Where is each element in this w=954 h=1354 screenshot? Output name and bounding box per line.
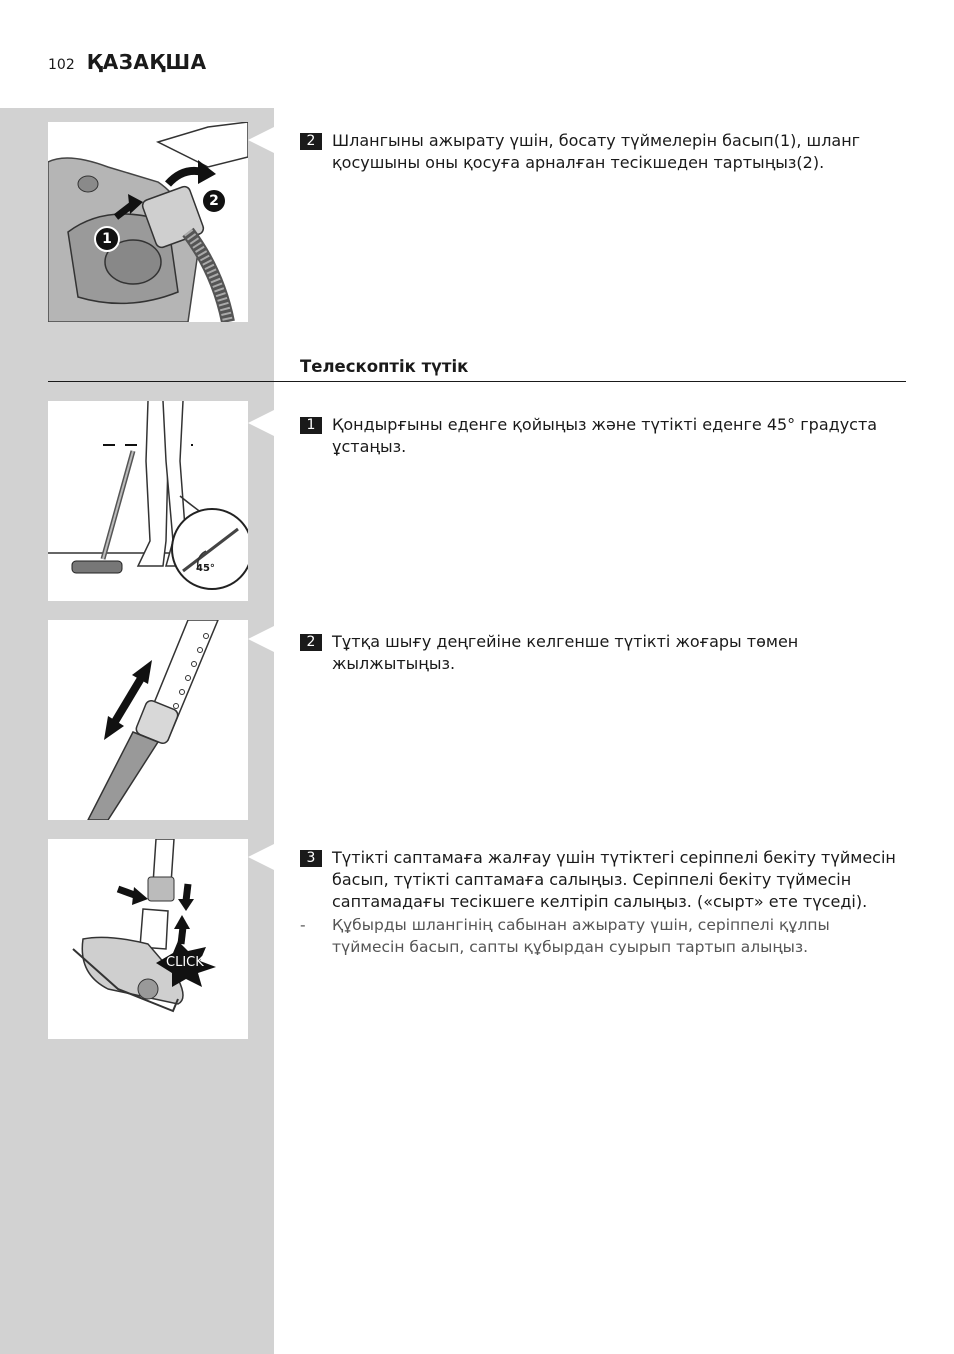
nozzle-attach-drawing <box>48 839 248 1039</box>
page-title: ҚАЗАҚША <box>86 50 207 74</box>
note-dash: - <box>300 916 306 934</box>
step-number-badge: 1 <box>300 417 322 434</box>
step-text: Тұтқа шығу деңгейіне келгенше түтікті жоғары төмен жылжытыңыз. <box>332 632 799 673</box>
figure-pointer <box>248 626 274 652</box>
figure-pointer <box>248 127 274 153</box>
nozzle-attach-illustration <box>48 839 248 1039</box>
tube-adjust-drawing <box>48 620 248 820</box>
hose-disconnect-illustration <box>48 122 248 322</box>
step-number-badge: 3 <box>300 850 322 867</box>
note-text: Құбырды шлангінің сабынан ажырату үшін, серіппелі құлпы түймесін басып, сапты құбырдан суырып тартып алыңыз. <box>332 916 830 956</box>
hose-disconnect-drawing <box>48 122 248 322</box>
figure-pointer <box>248 844 274 870</box>
section-divider <box>48 381 906 382</box>
step-badge-1-icon: 1 <box>94 226 120 252</box>
note-item <box>300 914 904 958</box>
step-adjust-tube <box>300 631 904 675</box>
step-text: Шлангыны ажырату үшін, босату түймелерін басып(1), шланг қосушыны оны қосуға арналған тесікшеден тартыңыз(2). <box>332 131 861 172</box>
tube-angle-drawing <box>48 401 248 601</box>
page-number: 102 <box>48 57 75 73</box>
tube-adjust-illustration <box>48 620 248 820</box>
step-hold-tube <box>300 414 904 458</box>
step-text: Түтікті саптамаға жалғау үшін түтіктегі серіппелі бекіту түймесін басып, түтікті саптамаға салыңыз. Серіппелі бекіту түймесін саптамадағы тесікшеге келтіріп салыңыз. («сырт» ете түседі). <box>332 848 896 911</box>
step-badge-2-icon: 2 <box>201 188 227 214</box>
step-text: Қондырғыны еденге қойыңыз және түтікті еденге 45° градуста ұстаңыз. <box>332 415 878 456</box>
page-header <box>48 50 207 74</box>
step-number-badge: 2 <box>300 133 322 150</box>
section-heading: Телескоптік түтік <box>300 357 469 376</box>
tube-angle-illustration <box>48 401 248 601</box>
click-label: CLICK <box>166 955 204 970</box>
angle-label: 45° <box>196 563 215 574</box>
step-number-badge: 2 <box>300 634 322 651</box>
step-attach-nozzle <box>300 847 904 913</box>
step-hose-disconnect <box>300 130 904 174</box>
figure-pointer <box>248 410 274 436</box>
